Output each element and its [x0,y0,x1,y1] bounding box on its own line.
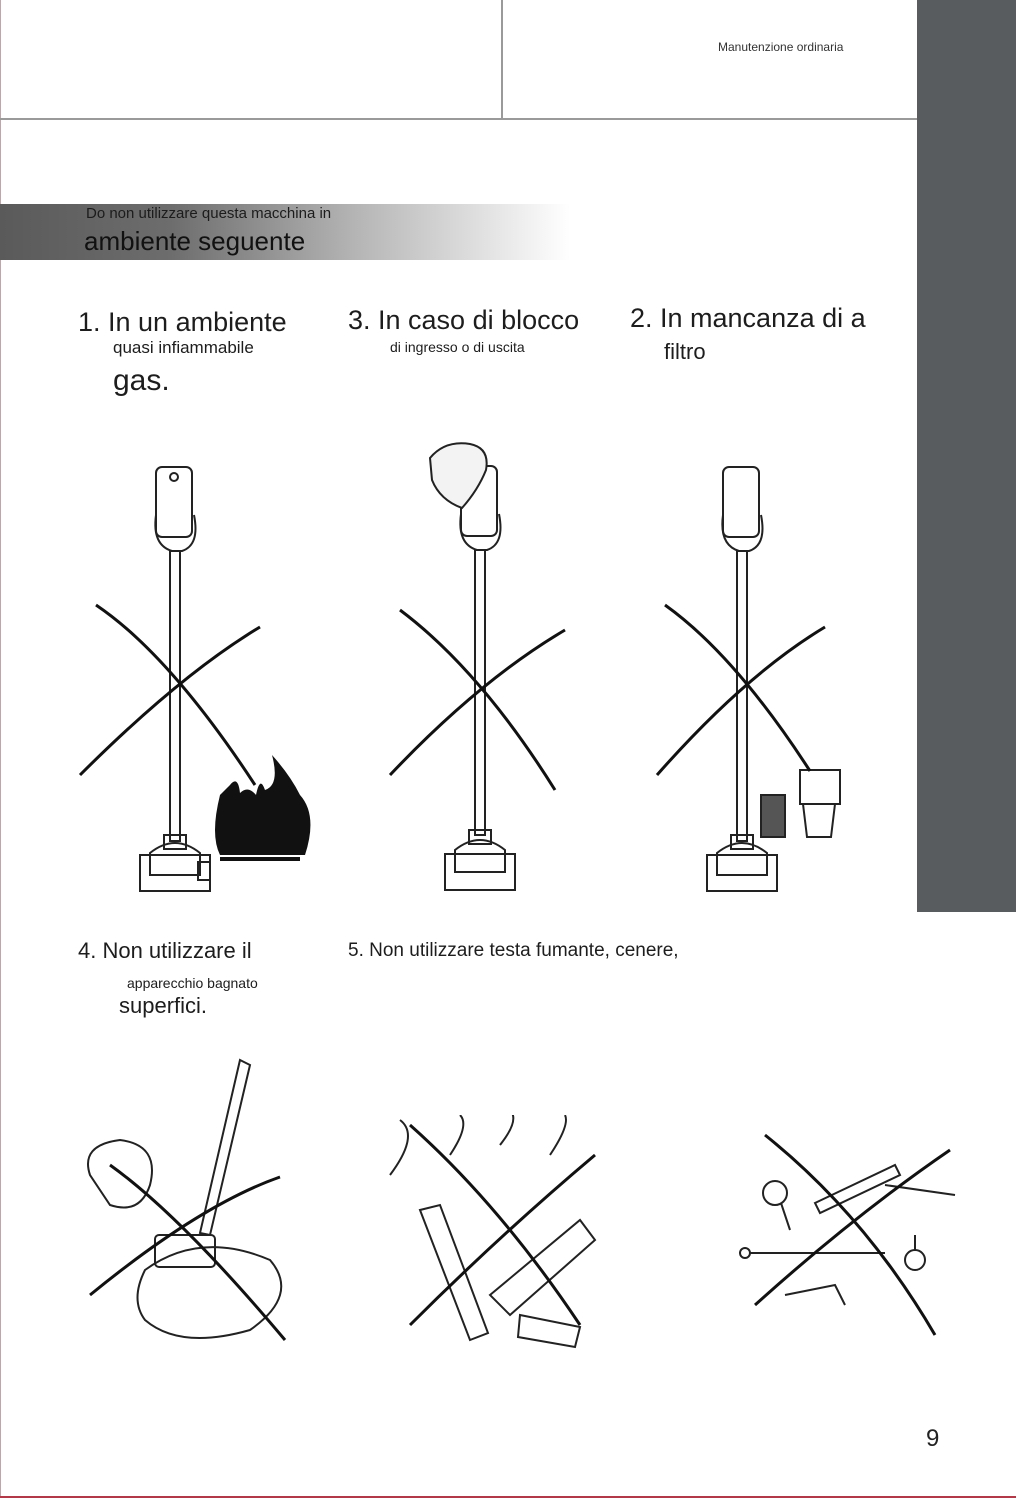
item4-title: 4. Non utilizzare il [78,938,252,963]
vacuum-blocked-figure [370,430,600,900]
item5-title: 5. Non utilizzare testa fumante, cenere, [348,940,679,961]
header-rule [0,118,917,120]
item2-line2: filtro [664,339,706,364]
banner-line2: ambiente seguente [84,226,306,256]
item4-line3: superfici. [119,993,208,1018]
item2-title: 2. In mancanza di a [630,303,866,333]
item1-title: 1. In un ambiente [78,307,287,337]
item3-line2: di ingresso o di uscita [390,339,525,355]
item3-title: 3. In caso di blocco [348,305,580,335]
header-divider [501,0,503,119]
item4-line2: apparecchio bagnato [127,975,258,991]
smoking-ash-figure [370,1115,610,1355]
side-tab [917,0,1016,912]
section-title: Manutenzione ordinaria [718,40,844,54]
item1-line3: gas. [113,364,170,397]
vacuum-fire-figure [60,455,340,905]
wet-surface-figure [50,1055,310,1355]
banner-line1: Do non utilizzare questa macchina in [86,205,332,222]
sharp-objects-figure [735,1125,965,1345]
item1-line2: quasi infiammabile [113,338,254,357]
page-number: 9 [926,1425,940,1452]
page-border-bottom [0,1496,1016,1498]
vacuum-nofilter-figure [635,455,855,905]
